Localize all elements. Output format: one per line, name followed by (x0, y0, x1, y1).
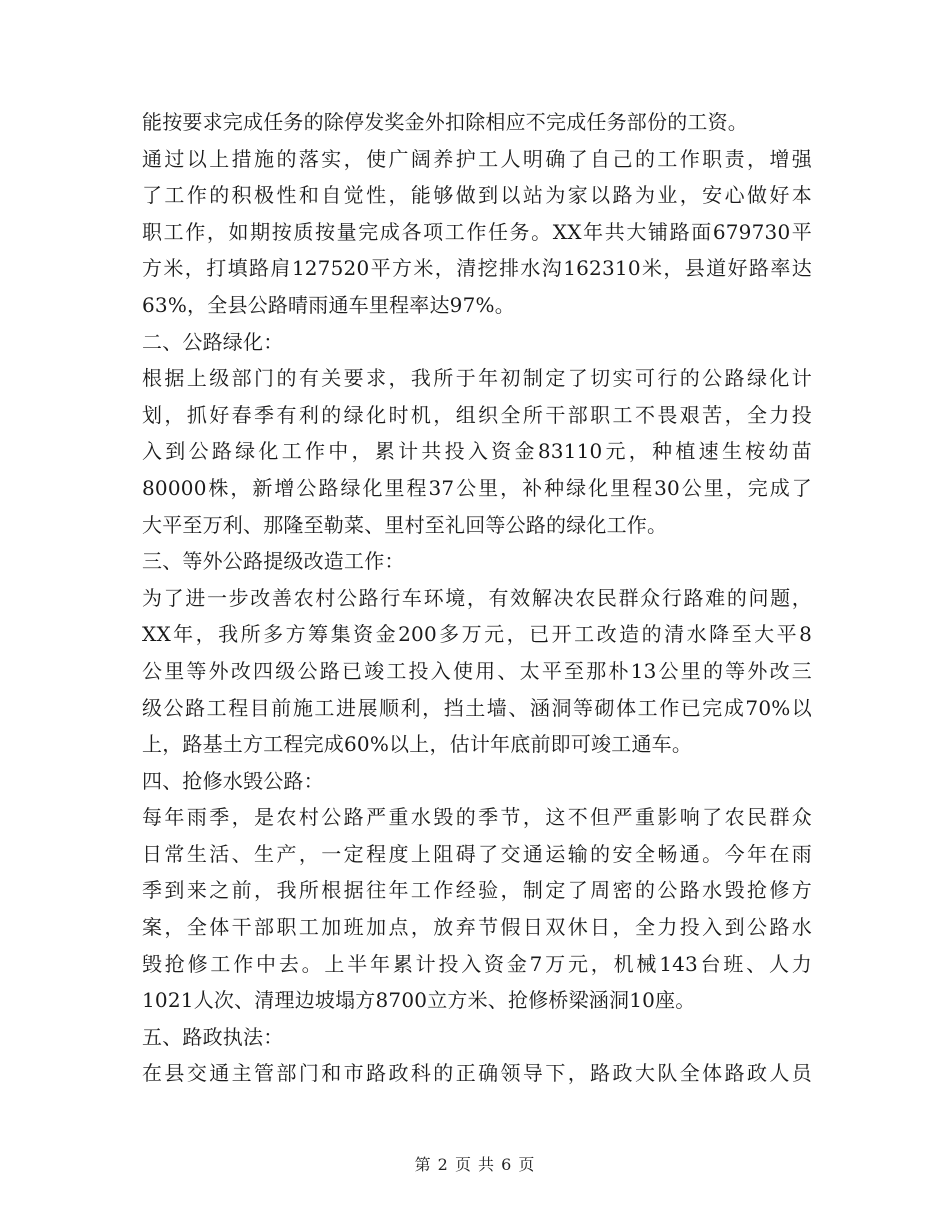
body-line: 能按要求完成任务的除停发奖金外扣除相应不完成任务部份的工资。 (142, 110, 748, 134)
section-heading: 四、抢修水毁公路： (142, 768, 324, 793)
body-line: 63%，全县公路晴雨通车里程率达97%。 (142, 292, 515, 317)
body-line: 日常生活、生产，一定程度上阻碍了交通运输的安全畅通。今年在雨 (142, 841, 812, 866)
body-line: 级公路工程目前施工进展顺利，挡土墙、涵洞等砌体工作已完成70%以 (142, 695, 812, 720)
body-line: 职工作，如期按质按量完成各项工作任务。XX年共大铺路面679730平 (142, 219, 812, 244)
body-line: 公里等外改四级公路已竣工投入使用、太平至那朴13公里的等外改三 (142, 658, 812, 683)
body-line: 案，全体干部职工加班加点，放弃节假日双休日，全力投入到公路水 (142, 915, 812, 940)
body-line: 通过以上措施的落实，使广阔养护工人明确了自己的工作职责，增强 (142, 146, 812, 171)
body-line: 毁抢修工作中去。上半年累计投入资金7万元，机械143台班、人力 (142, 951, 812, 976)
body-line: 了工作的积极性和自觉性，能够做到以站为家以路为业，安心做好本 (142, 183, 812, 208)
body-line: 根据上级部门的有关要求，我所于年初制定了切实可行的公路绿化计 (142, 366, 812, 391)
body-line: 为了进一步改善农村公路行车环境，有效解决农民群众行路难的问题， (142, 585, 812, 610)
section-heading: 二、公路绿化： (142, 329, 284, 354)
body-line: 每年雨季，是农村公路严重水毁的季节，这不但严重影响了农民群众 (142, 805, 812, 830)
body-line: 划，抓好春季有利的绿化时机，组织全所干部职工不畏艰苦，全力投 (142, 402, 812, 427)
body-line: XX年，我所多方筹集资金200多万元，已开工改造的清水降至大平8 (142, 622, 812, 647)
body-line: 1021人次、清理边坡塌方8700立方米、抢修桥梁涵洞10座。 (142, 988, 696, 1013)
section-heading: 五、路政执法： (142, 1024, 284, 1049)
body-line: 方米，打填路肩127520平方米，清挖排水沟162310米，县道好路率达 (142, 256, 812, 281)
body-line: 大平至万利、那隆至勒菜、里村至礼回等公路的绿化工作。 (142, 512, 668, 537)
section-heading: 三、等外公路提级改造工作： (142, 549, 405, 574)
page-number-footer: 第 2 页 共 6 页 (414, 1155, 536, 1174)
body-line: 上，路基土方工程完成60%以上，估计年底前即可竣工通车。 (142, 732, 693, 757)
document-body (142, 104, 812, 1092)
body-line: 80000株，新增公路绿化里程37公里，补种绿化里程30公里，完成了 (142, 475, 812, 500)
body-line: 季到来之前，我所根据往年工作经验，制定了周密的公路水毁抢修方 (142, 878, 812, 903)
body-line: 在县交通主管部门和市路政科的正确领导下，路政大队全体路政人员 (142, 1061, 812, 1086)
body-line: 入到公路绿化工作中，累计共投入资金83110元，种植速生桉幼苗 (142, 439, 812, 464)
